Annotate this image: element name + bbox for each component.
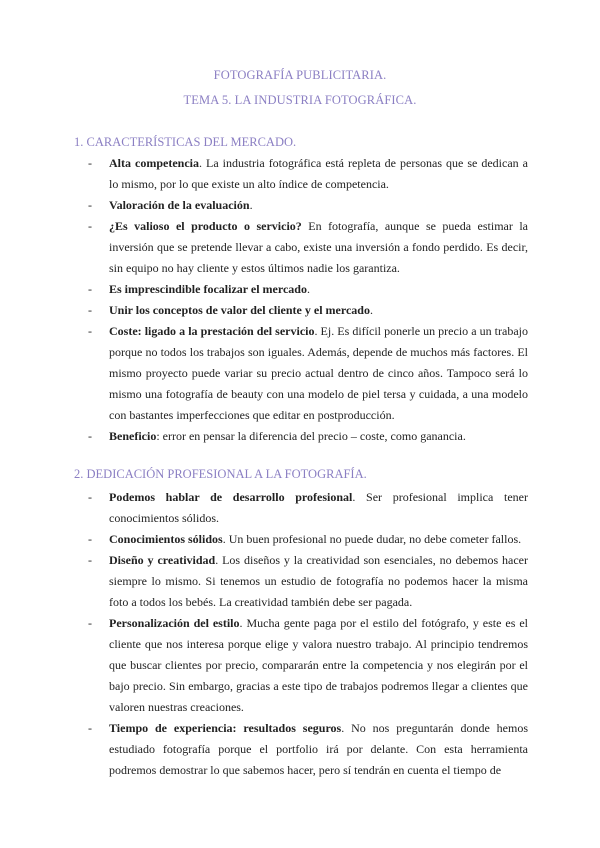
- item-description: .: [369, 303, 373, 317]
- list-item-text: [109, 321, 528, 426]
- list-item-text: [109, 195, 528, 216]
- list-item-text: [109, 426, 528, 447]
- list-item-text: [109, 279, 528, 300]
- item-description: . Mucha gente paga por el estilo del fotógrafo, y este es el cliente que nos interesa porque elige y valora nuestro trabajo. Al principio tendremos que buscar clientes por precio, compararán entre la competencia y nos elegirán por el bajo precio. Sin embargo, gracias a este tipo de trabajos podremos llegar a clientes que valoren nuestras creaciones.: [109, 616, 528, 714]
- item-description: . Ej. Es difícil ponerle un precio a un trabajo porque no todos los trabajos son iguales. Además, depende de muchos más factores. El mismo proyecto puede variar su precio actual dentro de cinco años. Tampoco será lo mismo una fotografía de beauty con una modelo de piel tersa y cuidada, a una modelo con bastantes imperfecciones que editar en postproducción.: [109, 324, 528, 422]
- bullet-dash: -: [88, 532, 92, 546]
- list-item-text: [109, 718, 528, 781]
- section-heading: 1. CARACTERÍSTICAS DEL MERCADO.: [74, 135, 297, 149]
- item-bold-term: Coste: ligado a la prestación del servicio: [109, 324, 315, 338]
- list-item-text: [109, 216, 528, 279]
- section-heading: 2. DEDICACIÓN PROFESIONAL A LA FOTOGRAFÍA.: [74, 467, 367, 481]
- list-item-text: [109, 550, 528, 613]
- item-description: .: [249, 198, 253, 212]
- list-item-text: [109, 613, 528, 718]
- bullet-dash: -: [88, 282, 92, 296]
- item-description: : error en pensar la diferencia del precio – coste, como ganancia.: [156, 429, 466, 443]
- bullet-dash: -: [88, 219, 92, 233]
- bullet-dash: -: [88, 324, 92, 338]
- list-item-text: [109, 529, 528, 550]
- list-item-text: [109, 153, 528, 195]
- list-item-text: [109, 300, 528, 321]
- item-description: . Un buen profesional no puede dudar, no debe cometer fallos.: [222, 532, 522, 546]
- item-bold-term: Podemos hablar de desarrollo profesional: [109, 490, 353, 504]
- item-description: . La industria fotográfica está repleta de personas que se dedican a lo mismo, por lo que existe un alto índice de competencia.: [109, 156, 529, 191]
- item-bold-term: Unir los conceptos de valor del cliente y el mercado: [109, 303, 370, 317]
- item-bold-term: Personalización del estilo: [109, 616, 240, 630]
- item-bold-term: Tiempo de experiencia: resultados seguros: [109, 721, 342, 735]
- document-title: FOTOGRAFÍA PUBLICITARIA.: [213, 68, 387, 82]
- bullet-dash: -: [88, 616, 92, 630]
- item-bold-term: Conocimientos sólidos: [109, 532, 223, 546]
- item-description: .: [306, 282, 310, 296]
- bullet-dash: -: [88, 198, 92, 212]
- item-bold-term: Diseño y creatividad: [109, 553, 216, 567]
- item-description: . Ser profesional implica tener conocimientos sólidos.: [109, 490, 528, 525]
- item-bold-term: Es imprescindible focalizar el mercado: [109, 282, 307, 296]
- bullet-dash: -: [88, 721, 92, 735]
- item-bold-term: ¿Es valioso el producto o servicio?: [109, 219, 302, 233]
- bullet-dash: -: [88, 490, 92, 504]
- item-bold-term: Valoración de la evaluación: [109, 198, 250, 212]
- bullet-dash: -: [88, 303, 92, 317]
- bullet-dash: -: [88, 156, 92, 170]
- item-description: . Los diseños y la creatividad son esenciales, no debemos hacer siempre lo mismo. Si tenemos un estudio de fotografía no podemos hacer la misma foto a todos los bebés. La creatividad también debe ser pagada.: [109, 553, 528, 609]
- document-subtitle: TEMA 5. LA INDUSTRIA FOTOGRÁFICA.: [183, 93, 417, 107]
- item-description: En fotografía, aunque se pueda estimar la inversión que se pretende llevar a cabo, existe una inversión a fondo perdido. Es decir, sin equipo no hay cliente y estos últimos nadie los garantiza.: [109, 219, 528, 275]
- bullet-dash: -: [88, 429, 92, 443]
- bullet-dash: -: [88, 553, 92, 567]
- item-bold-term: Alta competencia: [109, 156, 199, 170]
- list-item-text: [109, 487, 528, 529]
- item-bold-term: Beneficio: [109, 429, 157, 443]
- item-description: . No nos preguntarán donde hemos estudiado fotografía porque el portfolio irá por delante. Con esta herramienta podremos demostrar lo que sabemos hacer, pero sí tendrán en cuenta el tiempo de: [109, 721, 528, 777]
